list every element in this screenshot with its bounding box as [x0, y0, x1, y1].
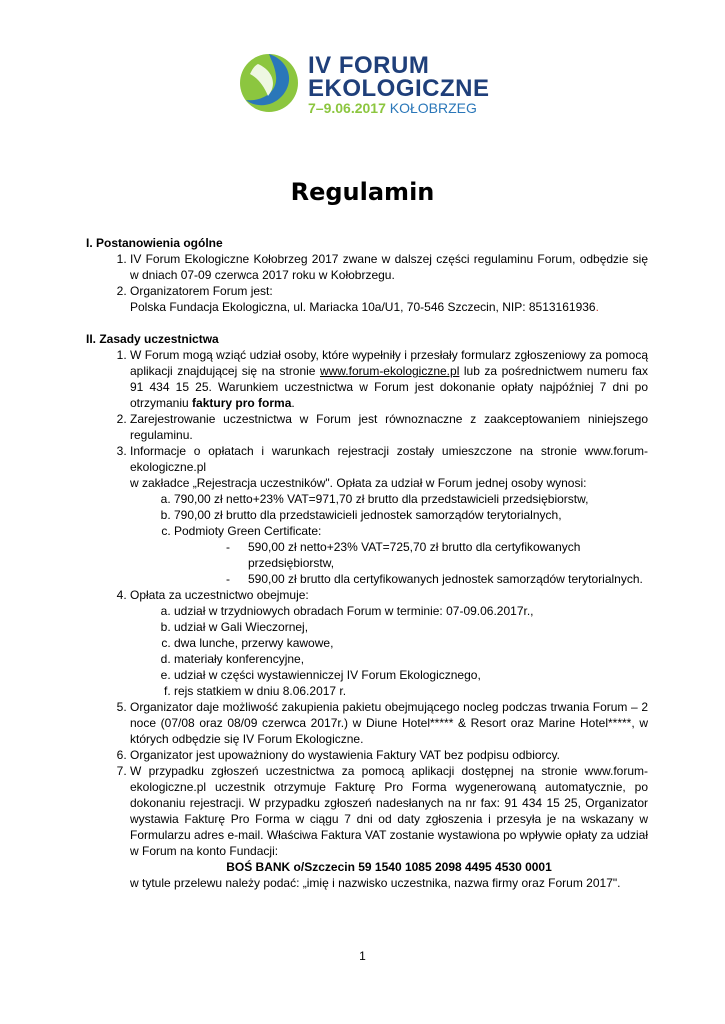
list-item — [130, 411, 648, 443]
section-2-list — [86, 347, 648, 891]
dash-item: - 590,00 zł brutto dla certyfikowanych jednostek samorządów terytorialnych. — [248, 571, 648, 587]
sublist-item: e. udział w części wystawienniczej IV Forum Ekologicznego, — [174, 667, 648, 683]
list-item — [130, 587, 648, 699]
list-item — [130, 763, 648, 891]
forum-leaf-icon — [238, 52, 300, 114]
sublist-item-text: Podmioty Green Certificate: — [174, 524, 322, 538]
sublist-item — [174, 523, 648, 587]
item-text: IV Forum Ekologiczne Kołobrzeg 2017 zwane w dalszej części regulaminu Forum, odbędzie się w dniach 07-09 czerwca 2017 roku w Kołobrzegu. — [130, 252, 648, 282]
page-title: Regulamin — [290, 178, 435, 206]
item-text: Zarejestrowanie uczestnictwa w Forum jest równoznaczne z zaakceptowaniem niniejszego regulaminu. — [130, 412, 648, 442]
item-text: W Forum mogą wziąć udział osoby, które wypełniły i przesłały formularz zgłoszeniowy za pomocą aplikacji znajdującej się na stronie — [130, 348, 648, 378]
sublist-item: c. dwa lunche, przerwy kawowe, — [174, 635, 648, 651]
list-item — [130, 443, 648, 587]
item-text: w zakładce „Rejestracja uczestników". Opłata za udział w Forum jednej osoby wynosi: — [130, 476, 587, 490]
list-item — [130, 283, 648, 315]
item-text: Organizator jest upoważniony do wystawienia Faktury VAT bez podpisu odbiorcy. — [130, 748, 560, 762]
bank-account: BOŚ BANK o/Szczecin 59 1540 1085 2098 4495 4530 0001 — [226, 860, 552, 874]
section-1-list — [86, 251, 648, 315]
logo-date-line — [308, 100, 477, 116]
item-text: . — [291, 396, 295, 410]
list-item — [130, 251, 648, 283]
document-body — [86, 235, 648, 891]
dash-item: - 590,00 zł netto+23% VAT=725,70 zł brutto dla certyfikowanych przedsiębiorstw, — [248, 539, 648, 571]
sublist-item: b. 790,00 zł brutto dla przedstawicieli jednostek samorządów terytorialnych, — [174, 507, 648, 523]
logo-date: 7–9.06.2017 — [308, 100, 386, 116]
item-text: 4. Opłata za uczestnictwo obejmuje: — [130, 588, 309, 602]
forum-website-link[interactable]: www.forum-ekologiczne.pl — [319, 364, 460, 378]
included-sublist — [130, 603, 648, 699]
item-text: 3. Informacje o opłatach i warunkach rejestracji zostały umieszczone na stronie www.forum-ekologiczne.pl — [130, 444, 648, 474]
list-item — [130, 347, 648, 411]
logo-line-1: IV FORUM — [308, 52, 430, 79]
page-number: 1 — [359, 949, 366, 963]
list-item — [130, 747, 648, 763]
section-2-heading: II. Zasady uczestnictwa — [86, 332, 219, 346]
green-certificate-list — [174, 539, 648, 587]
sublist-item: d. materiały konferencyjne, — [174, 651, 648, 667]
list-item — [130, 699, 648, 747]
sublist-item: a. udział w trzydniowych obradach Forum w terminie: 07-09.06.2017r., — [174, 603, 648, 619]
logo-city: KOŁOBRZEG — [389, 100, 477, 116]
sublist-item: f. rejs statkiem w dniu 8.06.2017 r. — [174, 683, 648, 699]
organizer-text: Polska Fundacja Ekologiczna, ul. Mariacka 10a/U1, 70-546 Szczecin, NIP: 8513161936 — [130, 300, 596, 314]
logo-line-2: EKOLOGICZNE — [308, 75, 490, 102]
item-text: 7. W przypadku zgłoszeń uczestnictwa za pomocą aplikacji dostępnej na stronie www.forum-ekologiczne.pl uczestnik otrzymuje Fakturę Pro Forma wygenerowaną automatycznie, po dokonaniu rejestracji. W przypadku zgłoszeń nadesłanych na nr fax: 91 434 15 25, Organizator wystawia Fakturę Pro Forma w ciągu 7 dni od daty zgłoszenia i przesyła je na wskazany w Formularzu adres e-mail. Właściwa Faktura VAT zostanie wystawiona po wpływie opłaty za udział w Forum na konto Fundacji: — [130, 764, 648, 858]
forum-logo — [238, 52, 488, 118]
section-1-heading: I. Postanowienia ogólne — [86, 236, 223, 250]
fees-sublist — [130, 491, 648, 587]
item-text: Organizator daje możliwość zakupienia pakietu obejmującego nocleg podczas trwania Forum – 2 noce (07/08 oraz 08/09 czerwca 2017r.) w Diune Hotel***** & Resort oraz Marine Hotel*****, w których odbędzie się IV Forum Ekologiczne. — [130, 700, 648, 746]
item-text: lub za pośrednictwem numeru fax 91 434 15 25. Warunkiem uczestnictwa w Forum jest dokonanie opłaty najpóźniej 7 dni po otrzymaniu — [130, 364, 648, 410]
organizer-dot: . — [595, 300, 599, 314]
organizer-line — [130, 299, 648, 315]
item-text: w tytule przelewu należy podać: „imię i nazwisko uczestnika, nazwa firmy oraz Forum 2017". — [130, 876, 621, 890]
sublist-item: b. udział w Gali Wieczornej, — [174, 619, 648, 635]
item-text: 2. Organizatorem Forum jest: — [130, 284, 273, 298]
sublist-item: a. 790,00 zł netto+23% VAT=971,70 zł brutto dla przedstawicieli przedsiębiorstw, — [174, 491, 648, 507]
item-bold-text: faktury pro forma — [192, 396, 292, 410]
